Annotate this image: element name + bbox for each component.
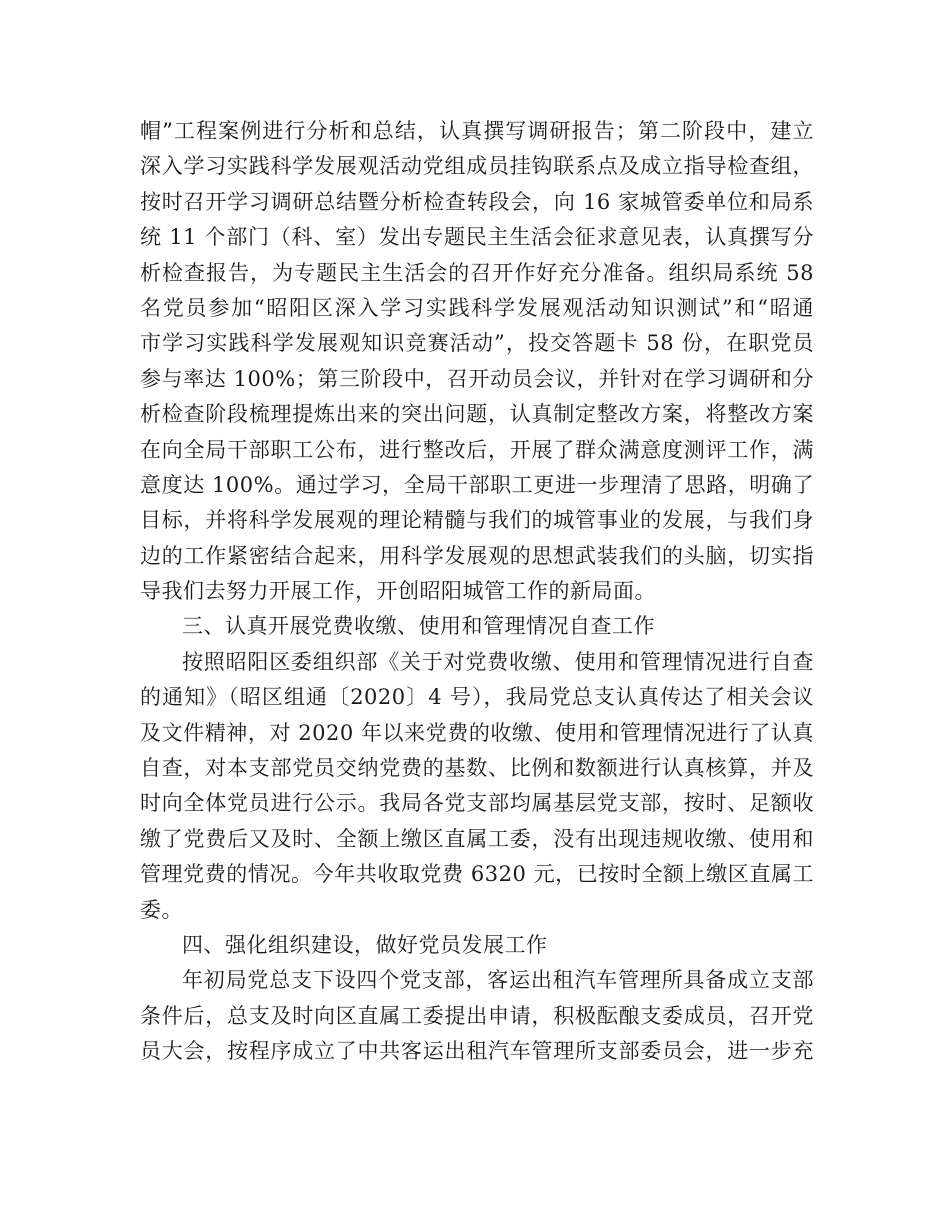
text-line: 管理党费的情况。今年共收取党费 6320 元，已按时全额上缴区直属工 xyxy=(140,862,814,887)
text-line: 缴了党费后又及时、全额上缴区直属工委，没有出现违规收缴、使用和 xyxy=(140,826,814,851)
text-line: 时向全体党员进行公示。我局各党支部均属基层党支部，按时、足额收 xyxy=(140,791,814,816)
text-line: 意度达 100%。通过学习，全局干部职工更进一步理清了思路，明确了 xyxy=(140,472,814,497)
text-line: 员大会，按程序成立了中共客运出租汽车管理所支部委员会，进一步充 xyxy=(140,1039,814,1064)
text-line: 帽”工程案例进行分析和总结，认真撰写调研报告；第二阶段中，建立 xyxy=(140,119,814,143)
text-line: 年初局党总支下设四个党支部，客运出租汽车管理所具备成立支部 xyxy=(182,968,814,993)
text-line: 导我们去努力开展工作，开创昭阳城管工作的新局面。 xyxy=(140,579,656,604)
text-line: 名党员参加“昭阳区深入学习实践科学发展观活动知识测试”和“昭通 xyxy=(140,295,814,320)
text-line: 及文件精神，对 2020 年以来党费的收缴、使用和管理情况进行了认真 xyxy=(140,720,814,745)
text-line: 自查，对本支部党员交纳党费的基数、比例和数额进行认真核算，并及 xyxy=(140,756,814,781)
text-line: 统 11 个部门（科、室）发出专题民主生活会征求意见表，认真撰写分 xyxy=(140,225,814,250)
text-line: 市学习实践科学发展观知识竞赛活动”，投交答题卡 58 份，在职党员 xyxy=(140,331,814,356)
text-line: 条件后，总支及时向区直属工委提出申请，积极酝酿支委成员，召开党 xyxy=(140,1003,814,1028)
document-body xyxy=(140,114,814,1070)
text-line: 目标，并将科学发展观的理论精髓与我们的城管事业的发展，与我们身 xyxy=(140,508,814,533)
text-line: 参与率达 100%；第三阶段中，召开动员会议，并针对在学习调研和分 xyxy=(140,366,814,391)
text-line: 委。 xyxy=(140,897,183,922)
text-line: 的通知》（昭区组通〔2020〕4 号），我局党总支认真传达了相关会议 xyxy=(140,685,814,710)
text-line: 析检查报告，为专题民主生活会的召开作好充分准备。组织局系统 58 xyxy=(140,260,814,285)
text-line: 边的工作紧密结合起来，用科学发展观的思想武装我们的头脑，切实指 xyxy=(140,543,814,568)
text-line: 三、认真开展党费收缴、使用和管理情况自查工作 xyxy=(182,614,655,639)
text-line: 按时召开学习调研总结暨分析检查转段会，向 16 家城管委单位和局系 xyxy=(140,189,814,214)
text-line: 按照昭阳区委组织部《关于对党费收缴、使用和管理情况进行自查 xyxy=(182,649,814,674)
text-line: 在向全局干部职工公布，进行整改后，开展了群众满意度测评工作，满 xyxy=(140,437,814,462)
text-line: 四、强化组织建设，做好党员发展工作 xyxy=(182,932,548,957)
text-line: 深入学习实践科学发展观活动党组成员挂钩联系点及成立指导检查组， xyxy=(140,154,814,179)
text-line: 析检查阶段梳理提炼出来的突出问题，认真制定整改方案，将整改方案 xyxy=(140,402,814,427)
